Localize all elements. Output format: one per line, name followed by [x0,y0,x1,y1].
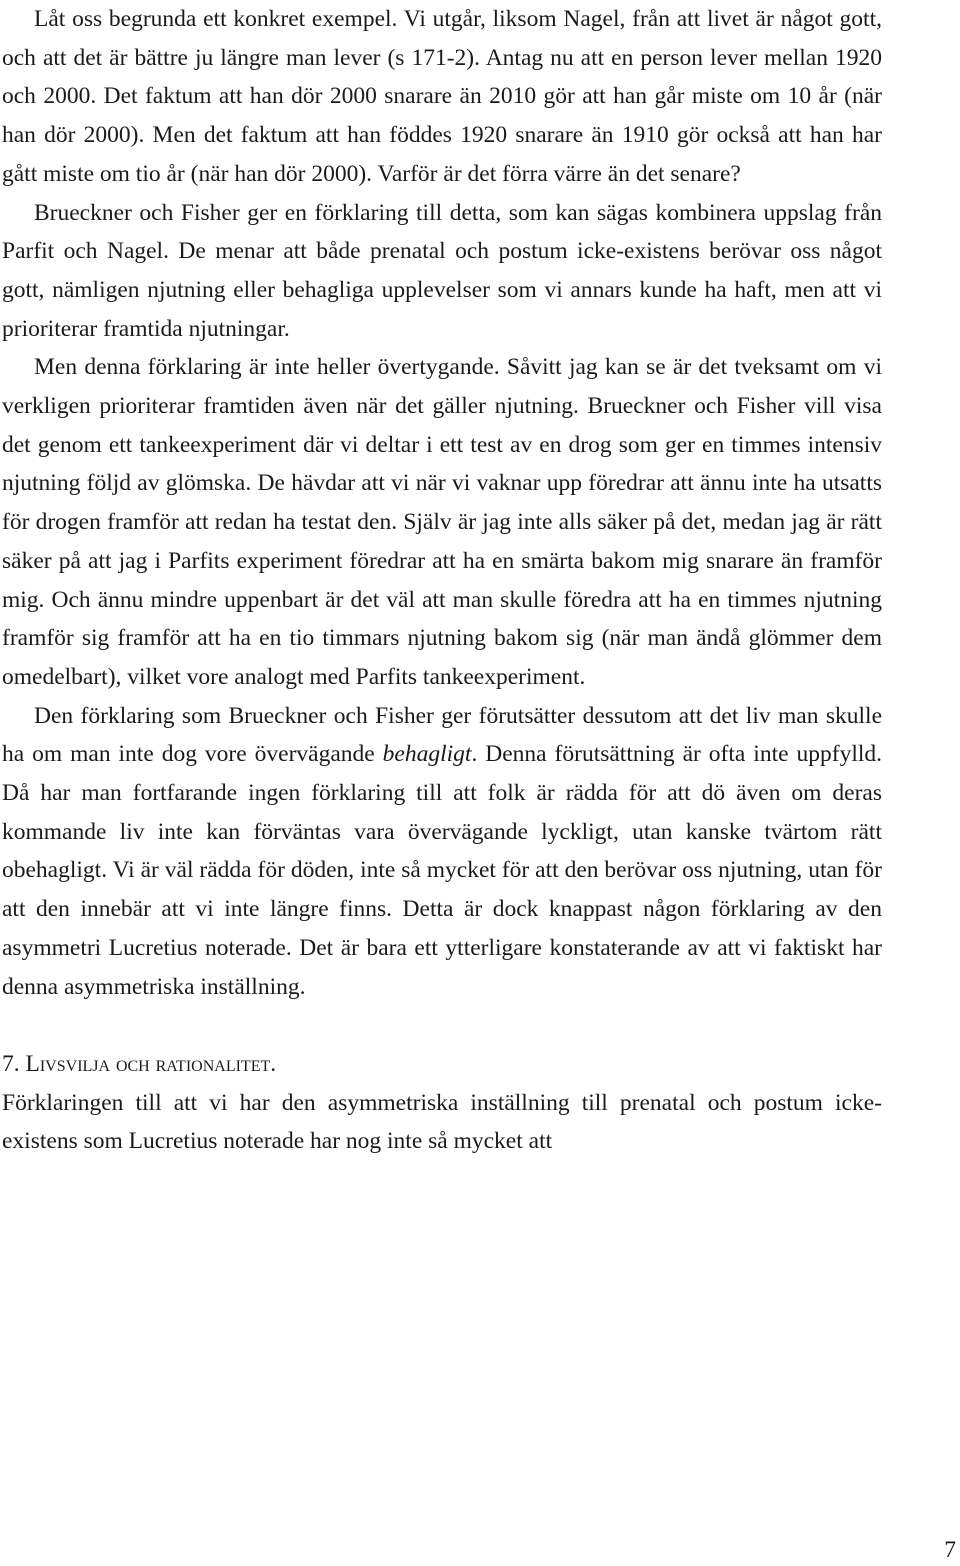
section-heading [2,1045,882,1084]
paragraph-presupposition-end: . Denna förutsättning är ofta inte uppfylld. Då har man fortfarande ingen förklaring till att folk är rädda för att dö även om deras kommande liv inte kan förväntas vara övervägande lyckligt, utan kanske tvärtom rätt obehagligt. Vi är väl rädda för döden, inte så mycket för att den berövar oss njutning, utan för att den innebär att vi inte längre finns. Detta är dock knappast någon förklaring av den asymmetri Lucretius noterade. Det är bara ett ytterligare konstaterande av att vi faktiskt har denna asymmetriska inställning. [2,741,883,1000]
paragraph-concrete-example: Låt oss begrunda ett konkret exempel. Vi utgår, liksom Nagel, från att livet är något gott, och att det är bättre ju längre man lever (s 171-2). Antag nu att en person lever mellan 1920 och 2000. Det faktum att han dör 2000 snarare än 2010 gör att han går miste om 10 år (när han dör 2000). Men det faktum att han föddes 1920 snarare än 1910 gör också att han har gått miste om tio år (när han dör 2000). Varför är det förra värre än det senare? [2,6,882,187]
paragraph-presupposition-start: Den förklaring som Brueckner och Fisher ger förutsätter dessutom att det liv man skulle ha om man inte dog vore övervägande [2,702,882,768]
paragraph-section-intro: Förklaringen till att vi har den asymmetriska inställning till prenatal och postum icke-existens som Lucretius noterade har nog inte så mycket att [2,1089,882,1155]
emphasis-behagligt: behagligt [382,741,472,768]
paragraph-presupposition [2,697,882,1007]
section-number: 7. [2,1050,20,1077]
paragraph-not-convincing: Men denna förklaring är inte heller övertygande. Såvitt jag kan se är det tveksamt om vi verkligen prioriterar framtiden även när det gäller njutning. Brueckner och Fisher vill visa det genom ett tankeexperiment där vi deltar i ett test av en drog som ger en timmes intensiv njutning följd av glömska. De hävdar att vi när vi vaknar upp föredrar att ännu inte ha utsatts för drogen framför att redan ha testat den. Själv är jag inte alls säker på det, medan jag är rätt säker på att jag i Parfits experiment föredrar att ha en smärta bakom mig snarare än framför mig. Och ännu mindre uppenbart är det väl att man skulle föredra att ha en timmes njutning framför sig framför att ha en tio timmars njutning bakom sig (när man ändå glömmer dem omedelbart), vilket vore analogt med Parfits tankeexperiment. [2,354,882,690]
paragraph-brueckner-fisher-explanation: Brueckner och Fisher ger en förklaring till detta, som kan sägas kombinera uppslag från Parfit och Nagel. De menar att både prenatal och postum icke-existens berövar oss något gott, nämligen njutning eller behagliga upplevelser som vi annars kunde ha haft, men att vi prioriterar framtida njutningar. [2,199,882,342]
page-number: 7 [944,1537,956,1563]
section-title: Livsvilja och rationalitet. [25,1050,277,1077]
document-body [2,0,882,1161]
